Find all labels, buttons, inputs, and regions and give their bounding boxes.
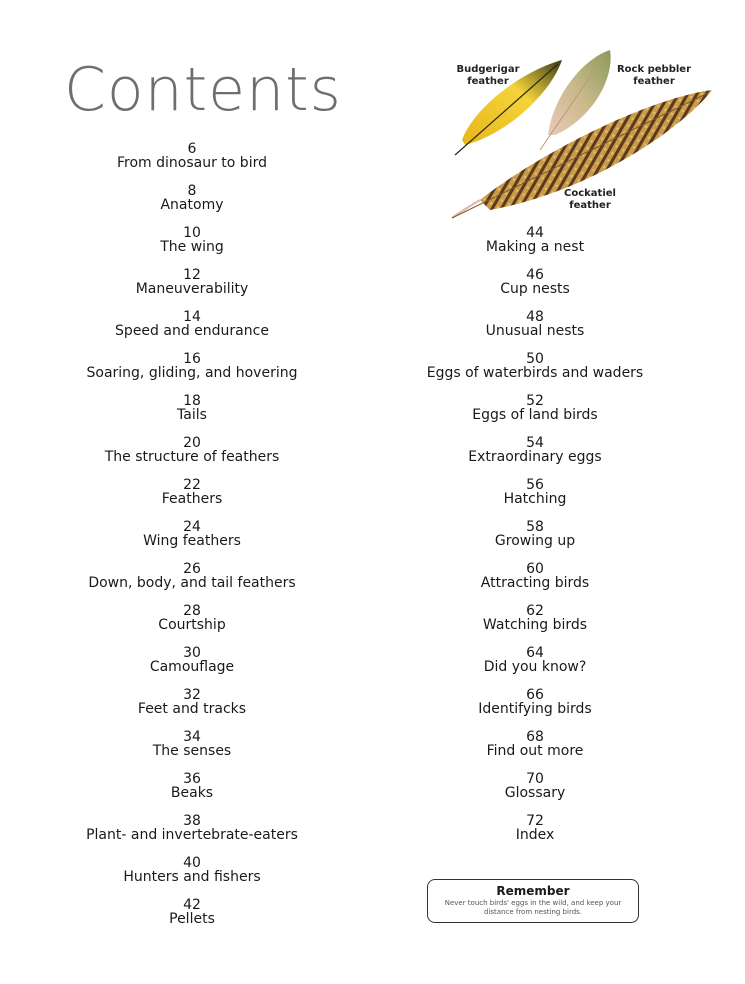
entry-page-number: 64 (526, 645, 544, 661)
entry-title: Making a nest (485, 239, 585, 255)
contents-entry[interactable] (62, 226, 322, 268)
entry-title: Feathers (161, 491, 223, 507)
entry-title: Hatching (503, 491, 567, 507)
entry-page-number: 32 (183, 687, 201, 703)
entry-page-number: 46 (526, 267, 544, 283)
contents-entry[interactable] (405, 268, 665, 310)
entry-page-number: 30 (183, 645, 201, 661)
contents-entry[interactable] (62, 688, 322, 730)
contents-entry[interactable] (62, 814, 322, 856)
contents-entry[interactable] (405, 226, 665, 268)
entry-page-number: 10 (183, 225, 201, 241)
cockatiel-feather-label: Cockatiel feather (564, 188, 616, 211)
entry-title: Find out more (486, 743, 584, 759)
entry-title: Maneuverability (135, 281, 249, 297)
contents-entry[interactable] (405, 520, 665, 562)
contents-entry[interactable] (62, 478, 322, 520)
contents-entry[interactable] (405, 730, 665, 772)
entry-page-number: 16 (183, 351, 201, 367)
contents-entry[interactable] (405, 352, 665, 394)
entry-title: Eggs of land birds (472, 407, 598, 423)
entry-title: Glossary (504, 785, 566, 801)
entry-title: Plant- and invertebrate-eaters (86, 827, 298, 843)
remember-box (427, 879, 639, 923)
entry-page-number: 56 (526, 477, 544, 493)
contents-entry[interactable] (405, 772, 665, 814)
entry-page-number: 36 (183, 771, 201, 787)
entry-title: Did you know? (483, 659, 587, 675)
entry-title: Hunters and fishers (123, 869, 261, 885)
entry-title: Feet and tracks (137, 701, 247, 717)
contents-entry[interactable] (62, 394, 322, 436)
entry-title: Soaring, gliding, and hovering (86, 365, 298, 381)
entry-page-number: 8 (187, 183, 197, 199)
entry-title: Cup nests (500, 281, 570, 297)
contents-entry[interactable] (405, 688, 665, 730)
contents-entry[interactable] (62, 898, 322, 940)
entry-title: Growing up (494, 533, 576, 549)
contents-entry[interactable] (62, 184, 322, 226)
entry-title: Watching birds (482, 617, 588, 633)
entry-page-number: 24 (183, 519, 201, 535)
contents-entry[interactable] (62, 646, 322, 688)
contents-entry[interactable] (62, 436, 322, 478)
contents-entry[interactable] (405, 814, 665, 856)
entry-page-number: 40 (183, 855, 201, 871)
contents-left-column (62, 142, 322, 940)
entry-page-number: 44 (526, 225, 544, 241)
entry-page-number: 72 (526, 813, 544, 829)
entry-page-number: 68 (526, 729, 544, 745)
entry-title: Unusual nests (485, 323, 585, 339)
contents-entry[interactable] (62, 268, 322, 310)
page-title: Contents (64, 55, 342, 125)
contents-entry[interactable] (405, 478, 665, 520)
entry-title: Attracting birds (480, 575, 590, 591)
contents-entry[interactable] (405, 562, 665, 604)
entry-title: The senses (152, 743, 232, 759)
entry-title: Beaks (170, 785, 214, 801)
entry-title: Pellets (169, 911, 215, 927)
entry-page-number: 52 (526, 393, 544, 409)
entry-title: Wing feathers (143, 533, 241, 549)
entry-page-number: 58 (526, 519, 544, 535)
entry-title: Tails (177, 407, 207, 423)
entry-page-number: 26 (183, 561, 201, 577)
entry-title: Index (515, 827, 555, 843)
entry-page-number: 42 (183, 897, 201, 913)
contents-entry[interactable] (405, 646, 665, 688)
entry-title: Courtship (158, 617, 226, 633)
entry-page-number: 48 (526, 309, 544, 325)
contents-entry[interactable] (62, 310, 322, 352)
contents-entry[interactable] (405, 394, 665, 436)
budgerigar-feather-label: Budgerigar feather (456, 64, 520, 87)
entry-title: Eggs of waterbirds and waders (426, 365, 644, 381)
rock-pebbler-feather-label: Rock pebbler feather (616, 64, 692, 87)
entry-title: Speed and endurance (115, 323, 269, 339)
entry-page-number: 20 (183, 435, 201, 451)
entry-title: Identifying birds (478, 701, 592, 717)
entry-page-number: 62 (526, 603, 544, 619)
entry-title: Extraordinary eggs (468, 449, 602, 465)
entry-page-number: 34 (183, 729, 201, 745)
entry-page-number: 50 (526, 351, 544, 367)
entry-page-number: 14 (183, 309, 201, 325)
entry-page-number: 12 (183, 267, 201, 283)
entry-page-number: 6 (187, 141, 197, 157)
entry-title: Down, body, and tail feathers (88, 575, 296, 591)
contents-entry[interactable] (62, 142, 322, 184)
contents-entry[interactable] (62, 772, 322, 814)
remember-text: Never touch birds' eggs in the wild, and keep your distance from nesting birds. (444, 899, 622, 916)
entry-title: Anatomy (160, 197, 224, 213)
contents-entry[interactable] (62, 856, 322, 898)
entry-title: Camouflage (149, 659, 235, 675)
entry-page-number: 22 (183, 477, 201, 493)
contents-entry[interactable] (62, 562, 322, 604)
contents-entry[interactable] (62, 730, 322, 772)
contents-entry[interactable] (405, 436, 665, 478)
entry-title: From dinosaur to bird (117, 155, 267, 171)
contents-entry[interactable] (405, 604, 665, 646)
entry-page-number: 60 (526, 561, 544, 577)
contents-right-column (405, 226, 665, 856)
entry-page-number: 54 (526, 435, 544, 451)
contents-entry[interactable] (62, 352, 322, 394)
contents-entry[interactable] (62, 604, 322, 646)
contents-entry[interactable] (62, 520, 322, 562)
entry-page-number: 28 (183, 603, 201, 619)
entry-title: The structure of feathers (104, 449, 280, 465)
entry-title: The wing (160, 239, 224, 255)
entry-page-number: 38 (183, 813, 201, 829)
remember-heading: Remember (496, 884, 570, 898)
contents-entry[interactable] (405, 310, 665, 352)
entry-page-number: 66 (526, 687, 544, 703)
entry-page-number: 18 (183, 393, 201, 409)
entry-page-number: 70 (526, 771, 544, 787)
